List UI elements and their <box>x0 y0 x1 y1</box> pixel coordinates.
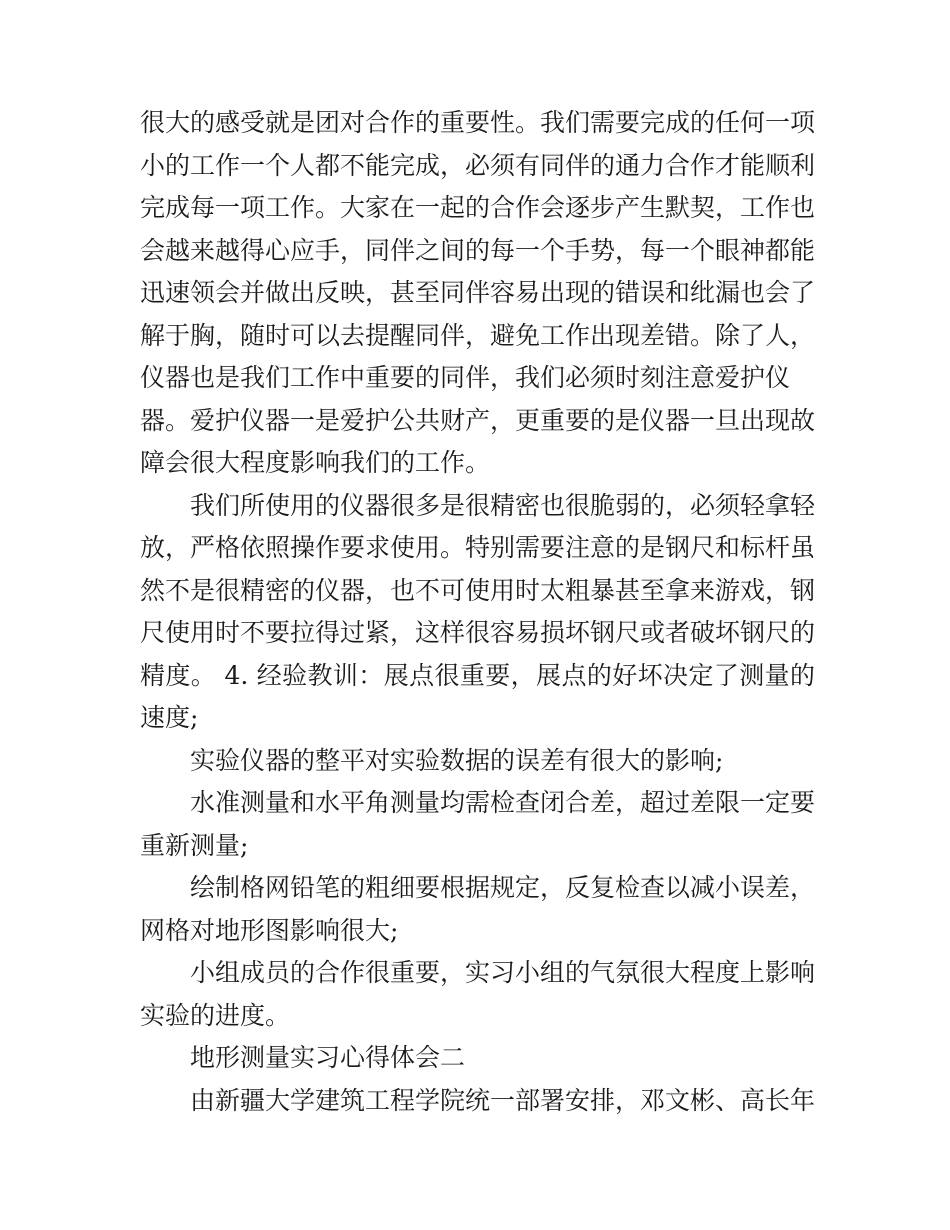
text-line: 实验的进度。 <box>140 1000 291 1030</box>
text-line: 解于胸，随时可以去提醒同伴，避免工作出现差错。除了人， <box>140 320 816 350</box>
text-line: 我们所使用的仪器很多是很精密也很脆弱的，必须轻拿轻 <box>190 490 816 520</box>
text-line: 仪器也是我们工作中重要的同伴，我们必须时刻注意爱护仪 <box>140 363 791 392</box>
text-line: 障会很大程度影响我们的工作。 <box>140 448 491 477</box>
text-line: 小组成员的合作很重要，实习小组的气氛很大程度上影响 <box>190 958 816 987</box>
text-line: 小的工作一个人都不能完成，必须有同伴的通力合作才能顺利 <box>140 150 816 180</box>
text-line: 精度。 4. 经验教训：展点很重要，展点的好坏决定了测量的 <box>140 660 815 690</box>
text-line: 迅速领会并做出反映，甚至同伴容易出现的错误和纰漏也会了 <box>140 278 816 307</box>
text-line: 地形测量实习心得体会二 <box>190 1043 466 1072</box>
text-line: 重新测量; <box>140 830 249 860</box>
text-line: 器。爱护仪器一是爱护公共财产，更重要的是仪器一旦出现故 <box>140 405 816 435</box>
text-line: 速度; <box>140 703 199 732</box>
text-line: 放，严格依照操作要求使用。特别需要注意的是钢尺和标杆虽 <box>140 533 816 562</box>
text-line: 尺使用时不要拉得过紧，这样很容易损坏钢尺或者破坏钢尺的 <box>140 618 816 647</box>
text-line: 然不是很精密的仪器，也不可使用时太粗暴甚至拿来游戏，钢 <box>140 575 816 605</box>
text-line: 完成每一项工作。大家在一起的合作会逐步产生默契，工作也 <box>140 193 816 222</box>
text-line: 网格对地形图影响很大; <box>140 915 399 945</box>
text-line: 绘制格网铅笔的粗细要根据规定，反复检查以减小误差， <box>190 873 816 902</box>
text-line: 水准测量和水平角测量均需检查闭合差，超过差限一定要 <box>190 788 816 817</box>
body-text <box>140 102 815 1122</box>
text-line: 实验仪器的整平对实验数据的误差有很大的影响; <box>190 745 724 775</box>
text-line: 会越来越得心应手，同伴之间的每一个手势，每一个眼神都能 <box>140 235 816 265</box>
text-line: 很大的感受就是团对合作的重要性。我们需要完成的任何一项 <box>140 108 816 137</box>
text-line: 由新疆大学建筑工程学院统一部署安排，邓文彬、高长年 <box>190 1085 816 1115</box>
